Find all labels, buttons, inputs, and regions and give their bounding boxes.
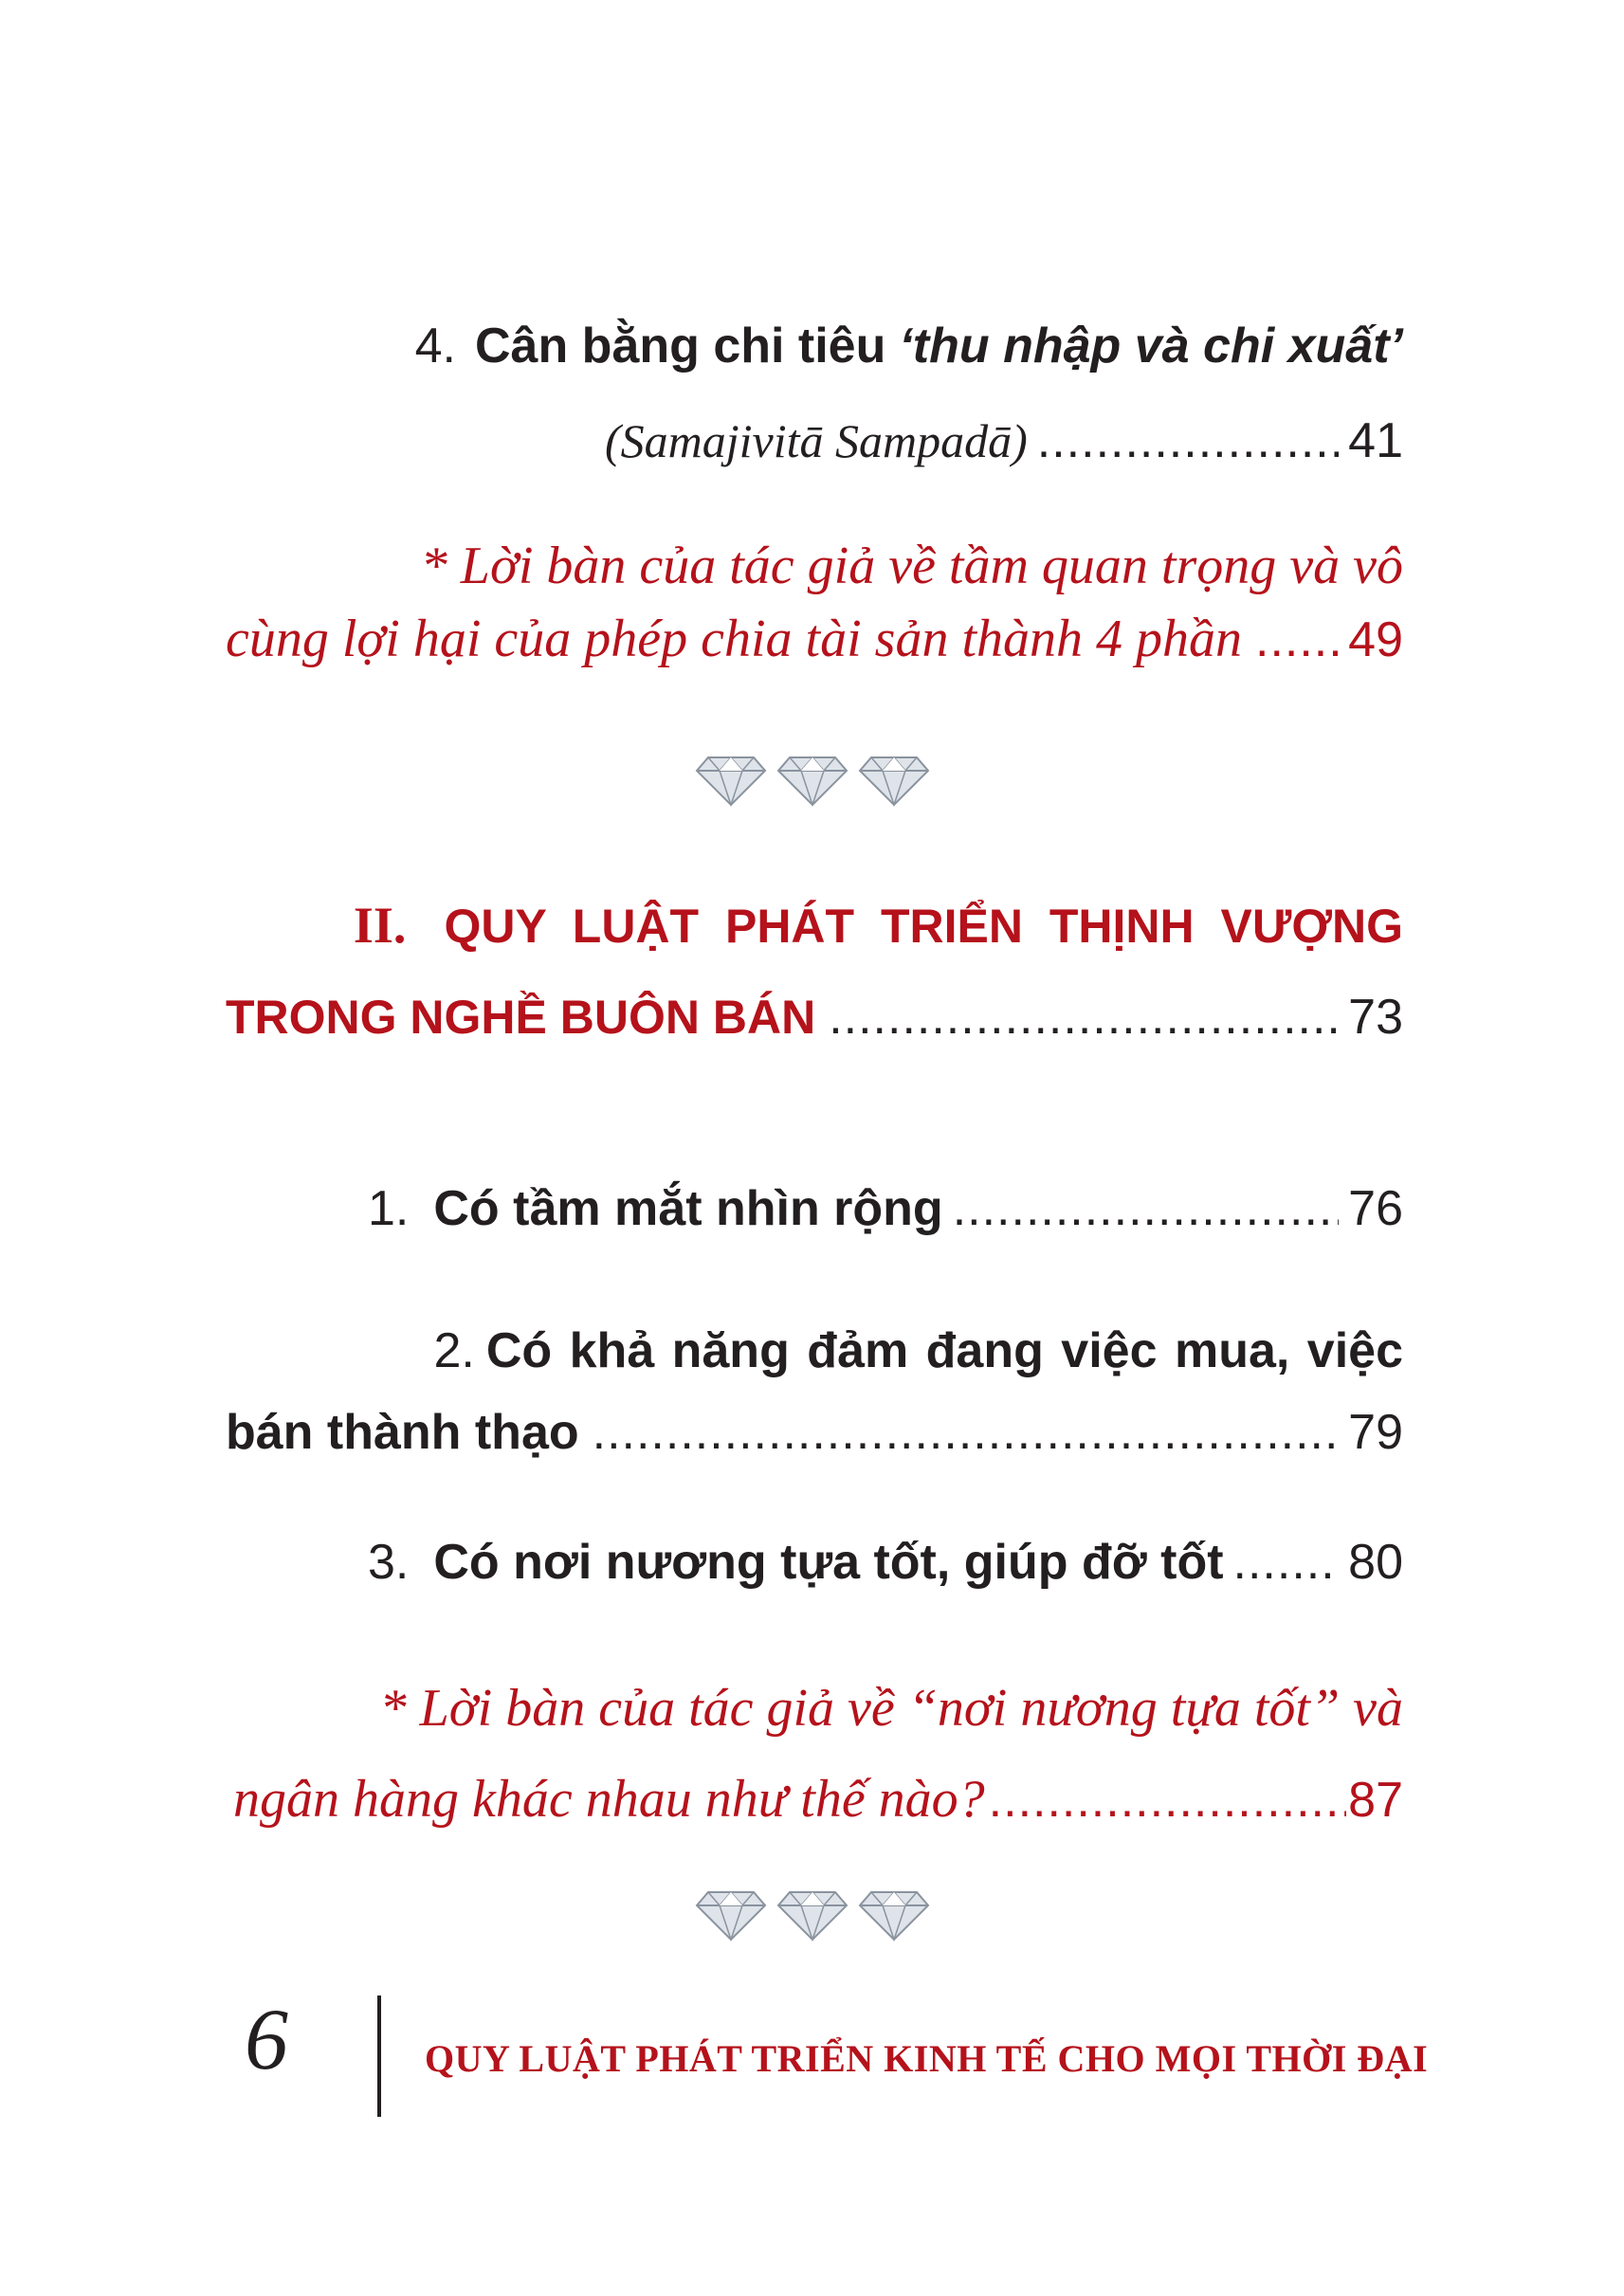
entry-subtitle: (Samajivitā Sampadā) bbox=[605, 414, 1028, 467]
leader-dots bbox=[829, 989, 1339, 1046]
entry-title: bán thành thạo bbox=[226, 1405, 579, 1460]
toc-entry-1 bbox=[226, 1180, 1403, 1256]
entry-number: 4. bbox=[414, 319, 456, 374]
page-number: 79 bbox=[1348, 1405, 1403, 1460]
page-number: 49 bbox=[1348, 612, 1403, 667]
footer-page-number: 6 bbox=[245, 1991, 288, 2087]
toc-section-2 bbox=[226, 896, 1403, 1065]
leader-dots bbox=[1255, 611, 1341, 668]
diamond-icon bbox=[695, 1888, 767, 1941]
diamond-icon bbox=[858, 754, 930, 807]
toc-entry-4 bbox=[226, 318, 1403, 479]
page-number: 87 bbox=[1348, 1773, 1403, 1828]
section-title: QUY LUẬT PHÁT TRIỂN THỊNH VƯỢNG bbox=[444, 900, 1403, 953]
page-number: 73 bbox=[1348, 990, 1403, 1045]
footer-book-title: QUY LUẬT PHÁT TRIỂN KINH TẾ CHO MỌI THỜI ĐẠI bbox=[425, 2037, 1429, 2080]
note-line: cùng lợi hại của phép chia tài sản thành 4 phần bbox=[226, 610, 1243, 668]
diamond-icon bbox=[858, 1888, 930, 1941]
toc-entry-2 bbox=[226, 1322, 1403, 1480]
section-title: TRONG NGHỀ BUÔN BÁN bbox=[226, 991, 816, 1044]
entry-number: 2. bbox=[433, 1323, 475, 1378]
note-line: * Lời bàn của tác giả về tầm quan trọng và vô bbox=[420, 537, 1403, 595]
section-numeral: II. bbox=[353, 897, 407, 954]
entry-title: Có khả năng đảm đang việc mua, việc bbox=[485, 1323, 1403, 1378]
entry-title: Có nơi nương tựa tốt, giúp đỡ tốt bbox=[433, 1535, 1224, 1590]
leader-dots bbox=[989, 1772, 1346, 1829]
leader-dots bbox=[1233, 1534, 1340, 1591]
entry-title-italic: ‘thu nhập và chi xuất’ bbox=[899, 319, 1403, 374]
entry-number: 3. bbox=[368, 1535, 410, 1590]
diamond-icon bbox=[776, 1888, 848, 1941]
page-number: 76 bbox=[1348, 1181, 1403, 1236]
leader-dots bbox=[1037, 412, 1339, 469]
diamond-ornament bbox=[0, 754, 1624, 807]
leader-dots bbox=[593, 1404, 1340, 1461]
note-line: ngân hàng khác nhau như thế nào? bbox=[233, 1770, 985, 1829]
footer-divider bbox=[377, 1995, 381, 2117]
diamond-icon bbox=[695, 754, 767, 807]
note-line: * Lời bàn của tác giả về “nơi nương tựa tốt” và bbox=[379, 1679, 1403, 1738]
page-number: 80 bbox=[1348, 1535, 1403, 1590]
entry-number: 1. bbox=[368, 1181, 410, 1236]
author-note-2 bbox=[226, 1678, 1403, 1845]
entry-title: Có tầm mắt nhìn rộng bbox=[433, 1181, 943, 1236]
entry-title: Cân bằng chi tiêu bbox=[474, 319, 886, 374]
author-note-1 bbox=[226, 536, 1403, 680]
page-number: 41 bbox=[1348, 413, 1403, 468]
diamond-ornament bbox=[0, 1888, 1624, 1941]
leader-dots bbox=[953, 1180, 1339, 1237]
toc-entry-3 bbox=[226, 1534, 1403, 1610]
diamond-icon bbox=[776, 754, 848, 807]
